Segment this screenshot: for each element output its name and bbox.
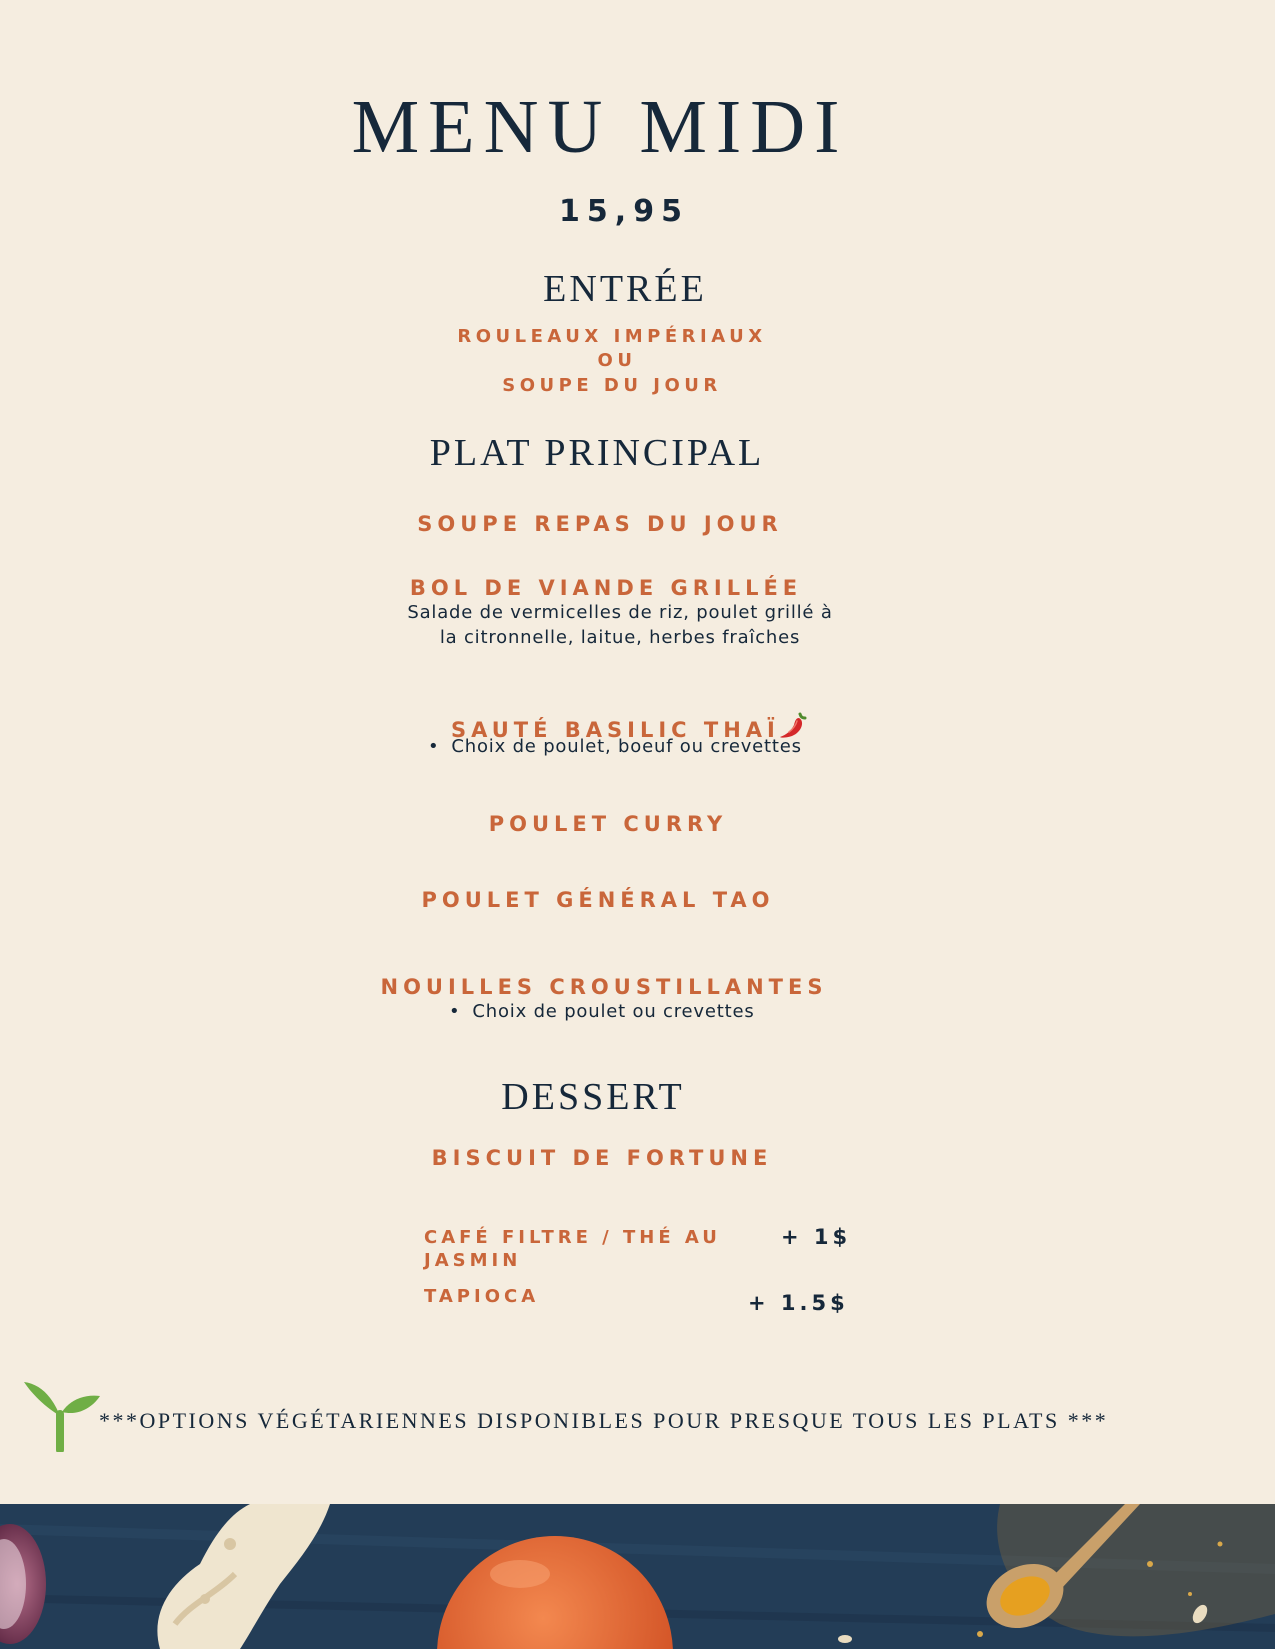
saute-basilic-option: • Choix de poulet, boeuf ou crevettes bbox=[428, 734, 802, 759]
menu-price: 15,95 bbox=[559, 194, 689, 229]
entree-item-soupe: SOUPE DU JOUR bbox=[502, 375, 722, 396]
plat-item-soupe-repas: SOUPE REPAS DU JOUR bbox=[417, 512, 783, 536]
extra-label-tapioca: TAPIOCA bbox=[424, 1286, 540, 1307]
extra-price-tapioca: + 1.5$ bbox=[748, 1291, 849, 1315]
dessert-item-biscuit: BISCUIT DE FORTUNE bbox=[431, 1146, 773, 1170]
section-heading-entree: ENTRÉE bbox=[543, 268, 707, 310]
menu-title: MENU MIDI bbox=[351, 85, 849, 169]
food-photo-banner bbox=[0, 1504, 1275, 1649]
entree-item-ou: OU bbox=[597, 350, 637, 371]
section-heading-dessert: DESSERT bbox=[501, 1076, 685, 1118]
entree-item-rouleaux: ROULEAUX IMPÉRIAUX bbox=[457, 326, 767, 347]
nouilles-option: • Choix de poulet ou crevettes bbox=[449, 999, 755, 1024]
section-heading-plat-principal: PLAT PRINCIPAL bbox=[429, 432, 765, 474]
saute-basilic-label: SAUTÉ BASILIC THAÏ bbox=[451, 718, 780, 742]
sprout-icon bbox=[22, 1370, 102, 1457]
plat-item-nouilles-croustillantes: NOUILLES CROUSTILLANTES bbox=[380, 975, 828, 999]
extra-price-cafe-the: + 1$ bbox=[781, 1225, 852, 1249]
plat-item-poulet-general-tao: POULET GÉNÉRAL TAO bbox=[421, 888, 775, 912]
extra-label-cafe-the: CAFÉ FILTRE / THÉ AU JASMIN bbox=[424, 1227, 721, 1271]
bol-viande-description-line2: la citronnelle, laitue, herbes fraîches bbox=[439, 627, 801, 648]
plat-item-bol-viande: BOL DE VIANDE GRILLÉE bbox=[409, 576, 803, 600]
plat-item-poulet-curry: POULET CURRY bbox=[488, 812, 728, 836]
bol-viande-description-line1: Salade de vermicelles de riz, poulet grillé à bbox=[407, 602, 833, 623]
vegetarian-options-note: ***OPTIONS VÉGÉTARIENNES DISPONIBLES POUR PRESQUE TOUS LES PLATS *** bbox=[99, 1408, 1109, 1433]
